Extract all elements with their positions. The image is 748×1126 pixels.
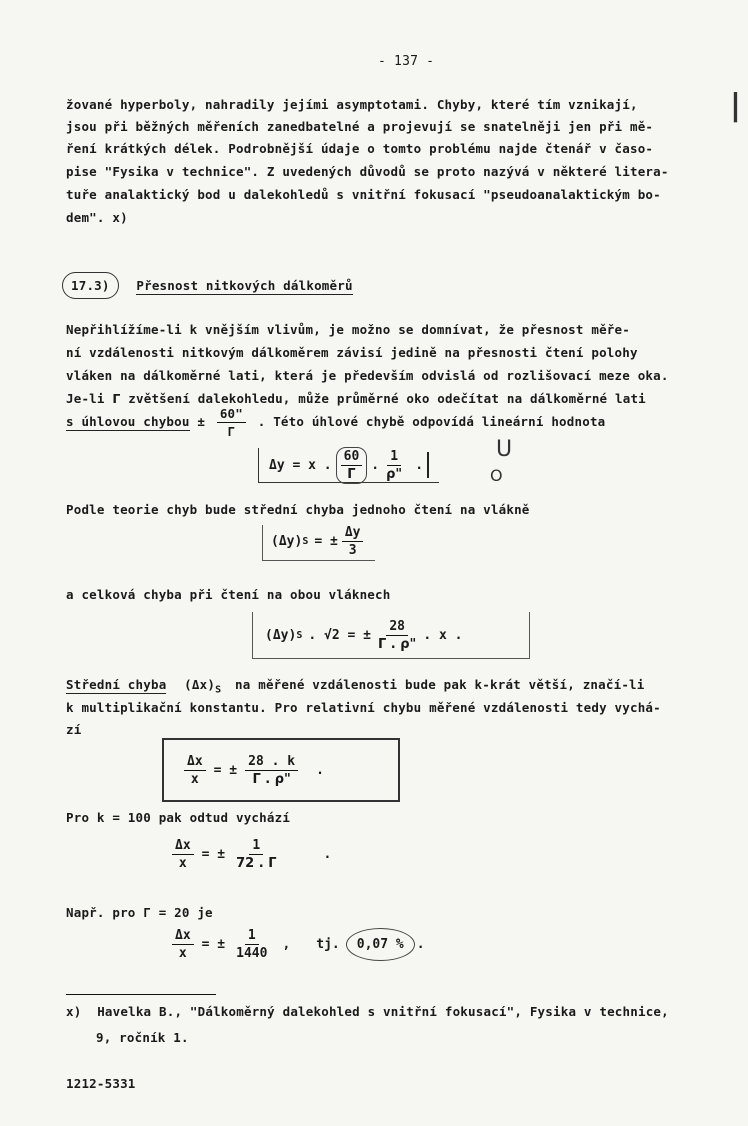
eq4-right-numerator: 28 . k	[245, 754, 298, 771]
footnote-mark: x)	[66, 1004, 82, 1019]
eq3-end: . x .	[423, 627, 463, 643]
eq5-left-numerator: Δx	[172, 838, 194, 855]
para2-prefix: Střední chyba	[66, 677, 167, 692]
para1-line-4	[66, 391, 646, 406]
angular-error-fraction	[217, 406, 246, 439]
eq1-lhs: Δy = x .	[269, 457, 332, 473]
para1-line-5-after: . Této úhlové chybě odpovídá lineární hodnota	[257, 414, 606, 429]
intro-line-1: žované hyperboly, nahradily jejími asymptotami. Chyby, které tím vznikají,	[66, 97, 638, 112]
para2-sub: S	[215, 684, 222, 696]
footnote-line-2: 9, ročník 1.	[96, 1030, 189, 1045]
equation-5	[168, 838, 331, 871]
eq2-sub: S	[302, 536, 309, 547]
eq6-comma: ,	[282, 937, 291, 952]
section-heading	[62, 278, 353, 293]
eq4-left-fraction	[184, 754, 206, 787]
footnote-line-1	[66, 1004, 669, 1019]
eq6-result: 0,07 %	[346, 928, 415, 961]
eq4-right-denominator: Γ . ρ"	[252, 771, 291, 787]
eq1-f2-numerator: 1	[387, 449, 401, 466]
eq1-fraction-rho	[383, 449, 405, 482]
eq4-left-denominator: x	[190, 771, 199, 787]
intro-line-6: dem". x)	[66, 210, 128, 225]
eq2-lhs: (Δy)	[271, 534, 303, 549]
eq1-end: .	[415, 457, 424, 473]
eq1-fraction-60	[336, 447, 368, 484]
para1-line-4-prefix: Je-li	[66, 391, 105, 406]
eq3-denominator: Γ . ρ"	[377, 636, 417, 652]
para1-line-5	[66, 406, 605, 439]
eq5-right-numerator: 1	[249, 838, 263, 855]
eq2-denominator: 3	[348, 543, 357, 558]
intro-line-5: tuře analaktický bod u dalekohledů s vnitřní fokusací "pseudoanalaktickým bo-	[66, 187, 661, 202]
footnote-text-1: Havelka B., "Dálkoměrný dalekohled s vnitřní fokusací", Fysika v technice,	[97, 1004, 669, 1019]
para2-line-3: zí	[66, 722, 82, 737]
eq6-eqsign: = ±	[201, 937, 226, 952]
eq3-lhs: (Δy)	[265, 627, 297, 643]
eq1-f1-denominator: Γ	[347, 466, 356, 482]
eq1-dot: .	[371, 457, 380, 473]
para1-line-4-rest: zvětšení dalekohledu, může průměrné oko odečítat na dálkoměrné lati	[128, 391, 646, 406]
eq6-left-fraction	[172, 928, 194, 961]
intro-line-3: ření krátkých délek. Podrobnější údaje o tomto problému najde čtenář v časo-	[66, 141, 654, 156]
intro-line-2: jsou při běžných měřeních zanedbatelné a projevují se snatelněji jen při mě-	[66, 119, 654, 134]
equation-1	[258, 448, 439, 483]
gamma-symbol: Γ	[112, 391, 121, 406]
eq6-end: .	[416, 937, 425, 952]
page-number: - 137 -	[378, 54, 435, 69]
para1-line-1: Nepřihlížíme-li k vnějším vlivům, je možno se domnívat, že přesnost měře-	[66, 322, 630, 337]
eq2-fraction	[342, 525, 364, 558]
eq3-numerator: 28	[386, 619, 408, 636]
pen-note-o: O	[490, 466, 503, 485]
eq1-f1-numerator: 60	[341, 449, 363, 466]
para1-line-5-prefix: s úhlovou chybou	[66, 414, 190, 429]
section-title: Přesnost nitkových dálkoměrů	[136, 278, 353, 293]
eq6-right-denominator: 1440	[236, 946, 268, 961]
eq5-right-denominator: 72 . Γ	[236, 856, 277, 871]
section-number: 17.3)	[62, 272, 119, 299]
pen-note-u: U	[496, 437, 513, 462]
eq3-fraction	[375, 619, 419, 652]
eq6-right-numerator: 1	[245, 928, 259, 945]
eq6-left-numerator: Δx	[172, 928, 194, 945]
margin-pen-mark: |	[730, 88, 741, 123]
eq2-eqsign: = ±	[314, 534, 338, 549]
para2-line-2: k multiplikační konstantu. Pro relativní chybu měřené vzdálenosti tedy vychá-	[66, 700, 661, 715]
para1-line-2: ní vzdálenosti nitkovým dálkoměrem závisí jedině na přesnosti čtení polohy	[66, 345, 638, 360]
para2-line-1	[66, 677, 645, 696]
eq2-numerator: Δy	[342, 525, 364, 542]
para2-symbol: (Δx)	[184, 677, 216, 692]
eq6-right-fraction	[233, 928, 270, 961]
equation-3	[252, 612, 530, 659]
eq4-end: .	[316, 762, 324, 778]
eq1-f2-denominator: ρ"	[386, 466, 403, 482]
pm-sign: ±	[197, 414, 206, 429]
text-total: a celková chyba při čtení na obou vláknech	[66, 587, 391, 602]
eq5-end: .	[323, 847, 332, 862]
eq5-right-fraction	[233, 838, 279, 871]
intro-line-4: pise "Fysika v technice". Z uvedených důvodů se proto nazývá v některé litera-	[66, 164, 669, 179]
eq6-tj: tj.	[316, 937, 340, 952]
eq4-right-fraction	[245, 754, 298, 787]
equation-4	[162, 738, 400, 802]
footnote-separator	[66, 994, 216, 995]
eq4-eqsign: = ±	[213, 762, 238, 778]
equation-2	[262, 525, 375, 561]
equation-6	[168, 928, 425, 961]
text-example: Např. pro Γ = 20 je	[66, 905, 213, 920]
eq5-left-denominator: x	[178, 856, 187, 871]
para2-rest: na měřené vzdálenosti bude pak k-krát větší, značí-li	[235, 677, 645, 692]
eq1-bar	[427, 452, 429, 478]
document-code: 1212-5331	[66, 1076, 136, 1091]
fraction-denominator: Γ	[227, 424, 236, 439]
text-theory: Podle teorie chyb bude střední chyba jednoho čtení na vlákně	[66, 502, 530, 517]
eq5-eqsign: = ±	[201, 847, 226, 862]
text-k: Pro k = 100 pak odtud vychází	[66, 810, 291, 825]
fraction-numerator: 60"	[217, 406, 246, 423]
eq5-left-fraction	[172, 838, 194, 871]
eq3-mid: . √2 = ±	[308, 627, 371, 643]
eq4-left-numerator: Δx	[184, 754, 206, 771]
eq3-sub: S	[296, 629, 303, 641]
eq6-left-denominator: x	[178, 946, 187, 961]
para1-line-3: vláken na dálkoměrné lati, která je především odvislá od rozlišovací meze oka.	[66, 368, 669, 383]
